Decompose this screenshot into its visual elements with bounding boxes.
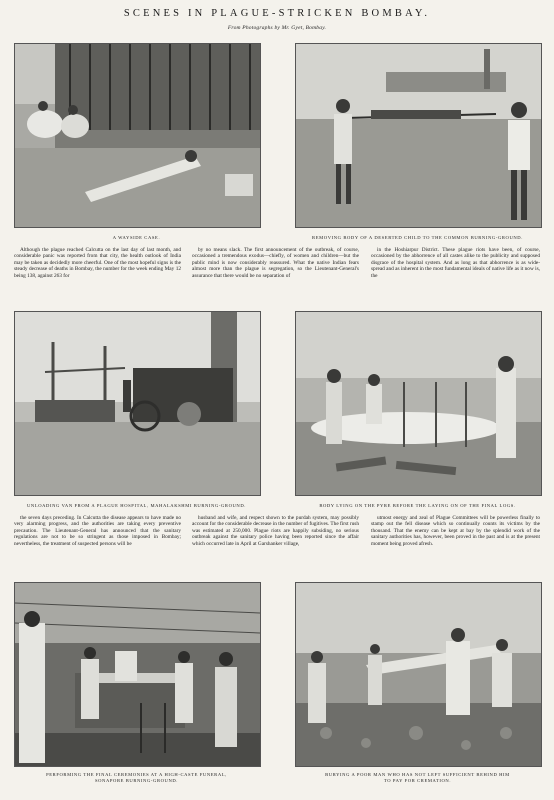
text-column-3: in the Hoshiarpur District. These plague riots have been, of course, occasioned by the abhorrence of all castes alike to the publicity and supposed disgrace of the hospital system. And as long as that abhorrence is as wide-spread and as inherent in the most fundamental ideals of native life as it now is, the xyxy=(371,247,540,279)
photo-body-on-pyre-illustration xyxy=(296,312,541,495)
caption-wayside-case: A WAYSIDE CASE. xyxy=(112,235,161,240)
text-column-6: utmost energy and zeal of Plague Committees will be powerless finally to stamp out the fell disease which so continually counts its victims by the thousand. That the enemy can be kept at bay by the splendid work of the sanitary authorities has, however, been proved in the past and is at the present moment being proved afresh. xyxy=(371,515,540,547)
caption-burying-poor-man xyxy=(295,772,540,784)
caption-body-on-pyre: BODY LYING ON THE PYRE BEFORE THE LAYING ON OF THE FINAL LOGS. xyxy=(319,503,516,508)
photo-wayside-case xyxy=(14,43,261,228)
photo-removing-body xyxy=(295,43,542,228)
text-column-2: by no means slack. The first announcement of the outbreak, of course, occasioned a tremendous exodus—chiefly, of women and children—but the public mind is now considerably reassured. What the native Indian fears almost more than the plague is segregation, so the Lieutenant-General's assurance that there would be no separation of xyxy=(192,247,359,279)
photo-wayside-case-illustration xyxy=(15,44,260,227)
photo-burying-poor-man xyxy=(295,582,542,767)
photo-unloading-van-illustration xyxy=(15,312,260,495)
text-column-1: Although the plague reached Calcutta on the last day of last month, and considerable panic was reported from that city, the health outlook of India may be taken as decidedly more cheerful. One of the most hopeful signs is the steady decrease of deaths in Bombay, the number for the week ending May 12 being 138, against 263 for xyxy=(14,247,181,279)
photo-unloading-van xyxy=(14,311,261,496)
caption-burying-poor-man-line-2: TO PAY FOR CREMATION. xyxy=(383,778,452,783)
photo-final-ceremonies-illustration xyxy=(15,583,260,766)
caption-final-ceremonies-line-1: PERFORMING THE FINAL CEREMONIES AT A HIGH-CASTE FUNERAL, xyxy=(46,772,227,777)
text-column-5: husband and wife, and respect shown to the purdah system, may possibly account for the considerable decrease in the number of fugitives. The first rush was estimated at 250,000. Plague riots are happily subsiding, no serious outbreak against the sanitary police having been reported since the affair which occurred late in April at Garshanker village, xyxy=(192,515,359,547)
caption-removing-body: REMOVING BODY OF A DESERTED CHILD TO THE COMMON BURNING-GROUND. xyxy=(312,235,523,240)
caption-burying-poor-man-line-1: BURYING A POOR MAN WHO HAS NOT LEFT SUFFICIENT BEHIND HIM xyxy=(325,772,510,777)
photo-final-ceremonies xyxy=(14,582,261,767)
caption-unloading-van: UNLOADING VAN FROM A PLAGUE HOSPITAL, MAHALAKSHMI BURNING-GROUND. xyxy=(26,503,247,508)
photo-removing-body-illustration xyxy=(296,44,541,227)
caption-final-ceremonies xyxy=(14,772,259,784)
photo-burying-poor-man-illustration xyxy=(296,583,541,766)
page-title: SCENES IN PLAGUE-STRICKEN BOMBAY. xyxy=(123,8,431,19)
text-column-4: the seven days preceding. In Calcutta the disease appears to have made no very alarming progress, and the authorities are taking every preventive precaution. The Lieutenant-General has announced that the sanitary regulations are not to be so stringent as those imposed in Bombay; nevertheless, the treatment of suspected persons will be xyxy=(14,515,181,547)
photo-body-on-pyre xyxy=(295,311,542,496)
page-subtitle: From Photographs by Mr. Gyet, Bombay. xyxy=(227,25,327,31)
caption-final-ceremonies-line-2: SONAPORE BURNING-GROUND. xyxy=(94,778,179,783)
